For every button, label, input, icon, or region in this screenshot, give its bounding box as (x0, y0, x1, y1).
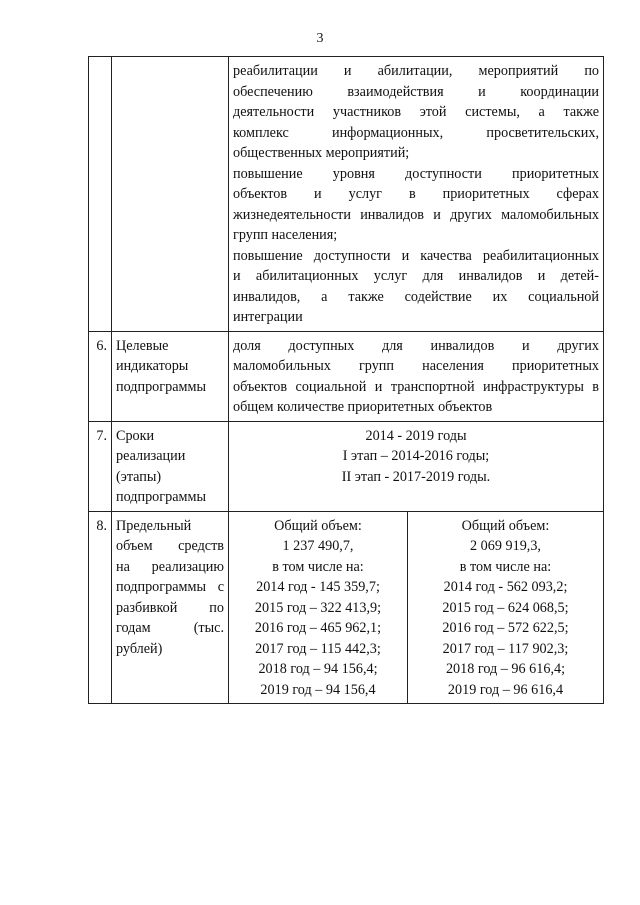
text-line: обеспечению взаимодействия и координации (233, 83, 599, 100)
text-line: 2015 год – 624 068,5; (442, 599, 569, 616)
row-name-cell (112, 57, 229, 332)
text-line: объектов и услуг в приоритетных сферах (233, 186, 599, 202)
funding-column-2 (408, 511, 604, 704)
text-line: групп населения; (233, 227, 338, 243)
text-line: 2014 год - 145 359,7; (256, 579, 380, 595)
text-line: общественных мероприятий; (233, 145, 410, 161)
text-line: объектов социальной и транспортной инфраструктуры в (233, 378, 599, 395)
text-line: 1 237 490,7, (282, 538, 354, 554)
text-line: подпрограммы (116, 378, 206, 395)
text-line: интеграции (233, 309, 303, 325)
text-line: повышение уровня доступности приоритетных (233, 165, 599, 182)
text-line: реализации (116, 448, 186, 464)
text-line: I этап – 2014-2016 годы; (342, 448, 490, 464)
row-number-cell: 6. (89, 331, 112, 421)
row-name-cell (112, 511, 229, 704)
text-line: комплекс информационных, просветительских, (233, 124, 599, 141)
text-line: доля доступных для инвалидов и других (233, 337, 599, 354)
row-number-cell: 8. (89, 511, 112, 704)
row-number-cell: 7. (89, 421, 112, 511)
text-line: в том числе на: (272, 558, 364, 575)
text-line: индикаторы (116, 358, 189, 374)
funding-column-1 (229, 511, 408, 704)
text-line: на реализацию (116, 558, 224, 575)
table-row (89, 331, 604, 421)
text-line: 2016 год – 572 622,5; (442, 620, 569, 636)
text-line: 2017 год – 115 442,3; (255, 640, 381, 657)
table-row (89, 57, 604, 332)
page-number: 3 (316, 31, 324, 46)
text-line: годам (тыс. (116, 620, 224, 636)
text-line: 2017 год – 117 902,3; (442, 640, 569, 657)
text-line: рублей) (116, 640, 163, 657)
text-line: 2018 год – 96 616,4; (445, 661, 566, 677)
text-line: повышение доступности и качества реабилитационных (233, 247, 599, 264)
text-line: и абилитационных услуг для инвалидов и детей- (233, 268, 599, 284)
text-line: (этапы) (116, 468, 162, 485)
text-line: реабилитации и абилитации, мероприятий по (233, 63, 599, 79)
row-name-cell (112, 421, 229, 511)
text-line: разбивкой по (116, 599, 224, 616)
text-line: жизнедеятельности инвалидов и других маломобильных (233, 206, 599, 223)
table-row (89, 421, 604, 511)
text-line: 2018 год – 94 156,4; (258, 661, 378, 677)
text-line: Общий объем: (461, 517, 550, 534)
passport-table (88, 56, 604, 704)
text-line: в том числе на: (459, 558, 552, 575)
text-line: маломобильных групп населения приоритетных (233, 358, 599, 374)
text-line: подпрограммы (116, 489, 206, 505)
text-line: Предельный (116, 517, 192, 534)
text-line: 2015 год – 322 413,9; (254, 599, 382, 616)
text-line: 2019 год – 94 156,4 (260, 681, 376, 698)
text-line: инвалидов, а также содействие их социальной (233, 288, 599, 305)
text-line: II этап - 2017-2019 годы. (341, 468, 491, 485)
text-line: Сроки (116, 427, 155, 444)
text-line: Целевые (116, 337, 169, 354)
timeline-cell (229, 421, 604, 511)
text-line: 2 069 919,3, (470, 538, 541, 554)
text-line: 2016 год – 465 962,1; (254, 620, 382, 636)
row-name-cell (112, 331, 229, 421)
text-line: 2019 год – 96 616,4 (447, 681, 564, 698)
table-row (89, 511, 604, 704)
text-line: Общий объем: (274, 517, 362, 534)
text-line: 2014 - 2019 годы (365, 427, 467, 444)
text-line: общем количестве приоритетных объектов (233, 399, 493, 415)
text-line: 2014 год - 562 093,2; (443, 579, 568, 595)
text-line: деятельности участников этой системы, а также (233, 104, 599, 120)
text-line: подпрограммы с (116, 579, 224, 595)
indicators-cell (229, 331, 604, 421)
row-number-cell (89, 57, 112, 332)
tasks-continuation-cell (229, 57, 604, 332)
text-line: объем средств (116, 538, 224, 554)
